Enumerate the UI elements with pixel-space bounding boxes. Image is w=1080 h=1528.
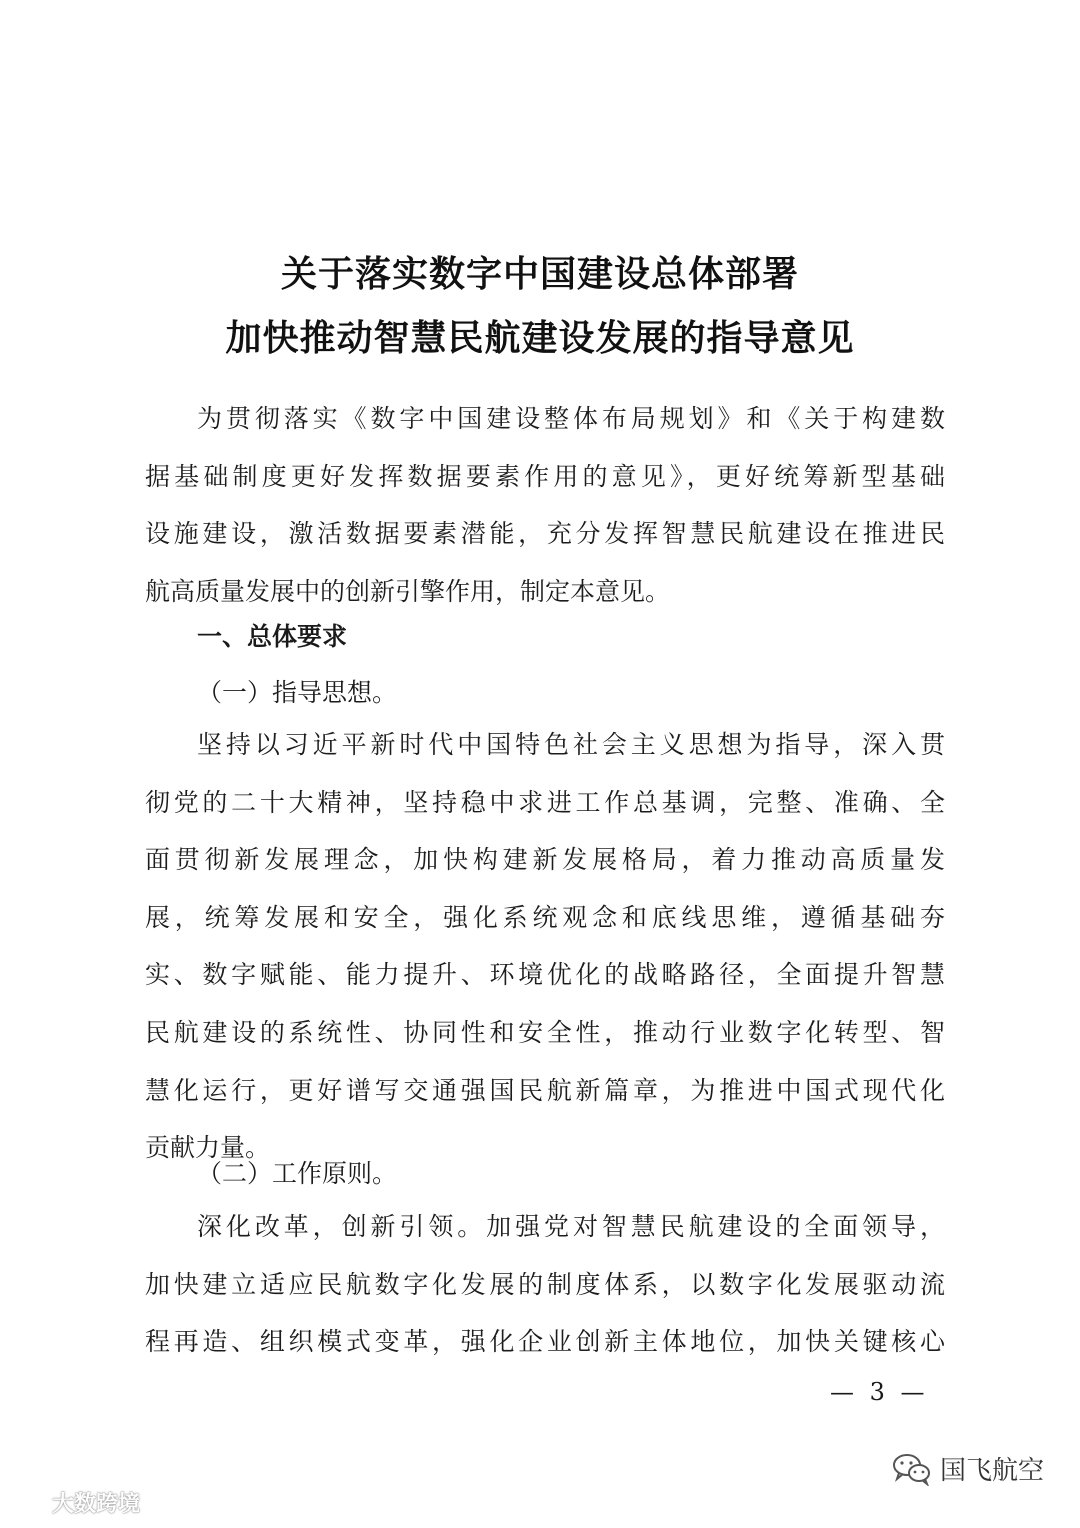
subsection-heading: （一）指导思想。 — [197, 678, 398, 707]
text-line: 航高质量发展中的创新引擎作用，制定本意见。 — [145, 576, 671, 606]
text-line: 民航建设的系统性、协同性和安全性，推动行业数字化转型、智 — [145, 1017, 945, 1047]
text-line: 贡献力量。 — [145, 1133, 271, 1163]
title-line-1: 关于落实数字中国建设总体部署 — [280, 254, 799, 295]
text-line: 深化改革，创新引领。加强党对智慧民航建设的全面领导， — [197, 1212, 945, 1241]
watermark-left — [6, 1484, 140, 1520]
wechat-icon — [892, 1452, 932, 1486]
subsection-heading: （二）工作原则。 — [197, 1159, 398, 1188]
text-line: 展，统筹发展和安全，强化系统观念和底线思维，遵循基础夯 — [145, 902, 945, 932]
text-line: 慧化运行，更好谱写交通强国民航新篇章，为推进中国式现代化 — [145, 1075, 945, 1105]
work-principles-paragraph — [145, 1198, 945, 1371]
text-line: 程再造、组织模式变革，强化企业创新主体地位，加快关键核心 — [145, 1327, 945, 1357]
guiding-ideology-paragraph — [145, 716, 945, 1177]
text-line: 为贯彻落实《数字中国建设整体布局规划》和《关于构建数 — [197, 404, 945, 433]
text-line: 加快建立适应民航数字化发展的制度体系，以数字化发展驱动流 — [145, 1269, 945, 1299]
text-line: 设施建设，激活数据要素潜能，充分发挥智慧民航建设在推进民 — [145, 519, 945, 549]
watermark-right — [892, 1450, 1044, 1487]
text-line: 面贯彻新发展理念，加快构建新发展格局，着力推动高质量发 — [145, 845, 945, 875]
intro-paragraph — [145, 390, 945, 620]
weibo-icon — [6, 1484, 46, 1520]
text-line: 实、数字赋能、能力提升、环境优化的战略路径，全面提升智慧 — [145, 960, 945, 990]
watermark-right-text: 国飞航空 — [939, 1456, 1044, 1486]
text-line: 彻党的二十大精神，坚持稳中求进工作总基调，完整、准确、全 — [145, 787, 945, 817]
page-number: — 3 — — [830, 1378, 929, 1406]
title-line-2: 加快推动智慧民航建设发展的指导意见 — [225, 318, 855, 359]
text-line: 据基础制度更好发挥数据要素作用的意见》，更好统筹新型基础 — [145, 461, 945, 491]
text-line: 坚持以习近平新时代中国特色社会主义思想为指导，深入贯 — [197, 730, 945, 759]
watermark-left-text: 大数跨境 — [52, 1491, 141, 1517]
section-heading: 一、总体要求 — [197, 622, 348, 651]
